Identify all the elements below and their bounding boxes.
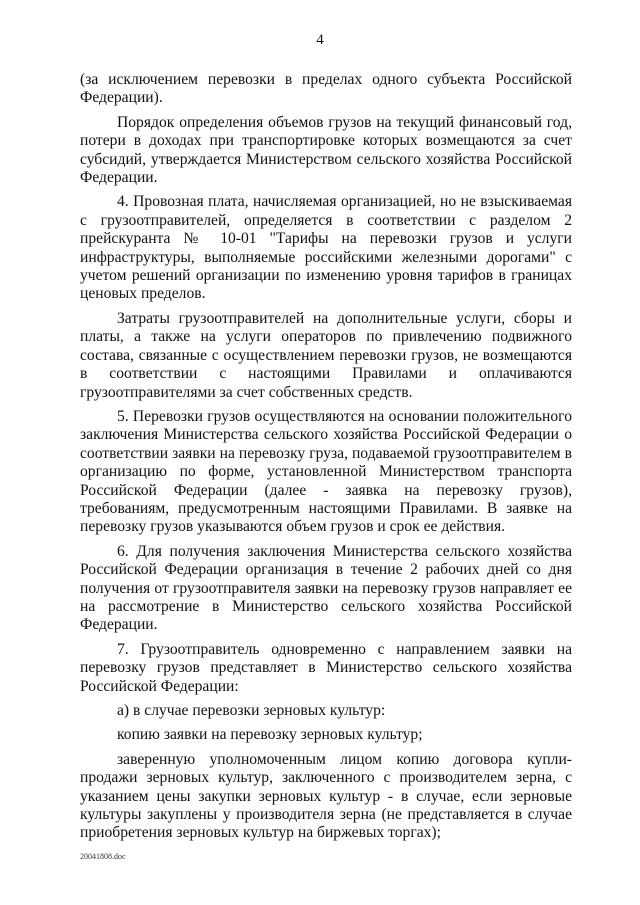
page-number: 4 — [316, 32, 324, 48]
footer-file-code: 20041808.doc — [80, 852, 126, 861]
paragraph-continuation: (за исключением перевозки в пределах одного субъекта Российской Федерации). — [80, 71, 572, 107]
paragraph-shipper-costs: Затраты грузоотправителей на дополнительные услуги, сборы и платы, а также на услуги операторов по привлечению подвижного состава, связанные с осуществлением перевозки грузов, не возмещаются в соответствии с настоящими Правилами и оплачиваются грузоотправителями за счет собственных средств. — [80, 309, 572, 401]
list-item-contract-copy: заверенную уполномоченным лицом копию договора купли-продажи зерновых культур, заключенного с производителем зерна, с указанием цены закупки зерновых культур - в случае, если зерновые культуры закуплены у производителя зерна (не представляется в случае приобретения зерновых культур на биржевых торгах); — [80, 750, 572, 842]
paragraph-6-conclusion-request: 6. Для получения заключения Министерства сельского хозяйства Российской Федерации организация в течение 2 рабочих дней со дня получения от грузоотправителя заявки на перевозку грузов направляет ее на рассмотрение в Министерство сельского хозяйства Российской Федерации. — [80, 542, 572, 634]
paragraph-7-shipper-submits: 7. Грузоотправитель одновременно с направлением заявки на перевозку грузов представляет в Министерство сельского хозяйства Российской Федерации: — [80, 640, 572, 695]
list-item-copy-of-request: копию заявки на перевозку зерновых культур; — [117, 726, 423, 744]
document-body — [80, 71, 572, 843]
paragraph-5-transport-basis: 5. Перевозки грузов осуществляются на основании положительного заключения Министерства сельского хозяйства Российской Федерации о соответствии заявки на перевозку груза, подаваемой грузоотправителем в организацию по форме, установленной Министерством транспорта Российской Федерации (далее - заявка на перевозку грузов), требованиям, предусмотренным настоящими Правилами. В заявке на перевозку грузов указываются объем грузов и срок ее действия. — [80, 407, 572, 536]
list-item-a-grain-crops: а) в случае перевозки зерновых культур: — [117, 702, 386, 719]
paragraph-cargo-volume-procedure: Порядок определения объемов грузов на текущий финансовый год, потери в доходах при транспортировке которых возмещаются за счет субсидий, утверждается Министерством сельского хозяйства Российской Федерации. — [80, 113, 572, 187]
paragraph-4-freight-charge: 4. Провозная плата, начисляемая организацией, но не взыскиваемая с грузоотправителей, определяется в соответствии с разделом 2 прейскуранта № 10-01 "Тарифы на перевозки грузов и услуги инфраструктуры, выполняемые российскими железными дорогами" с учетом решений организации по изменению уровня тарифов в границах ценовых пределов. — [80, 193, 572, 303]
